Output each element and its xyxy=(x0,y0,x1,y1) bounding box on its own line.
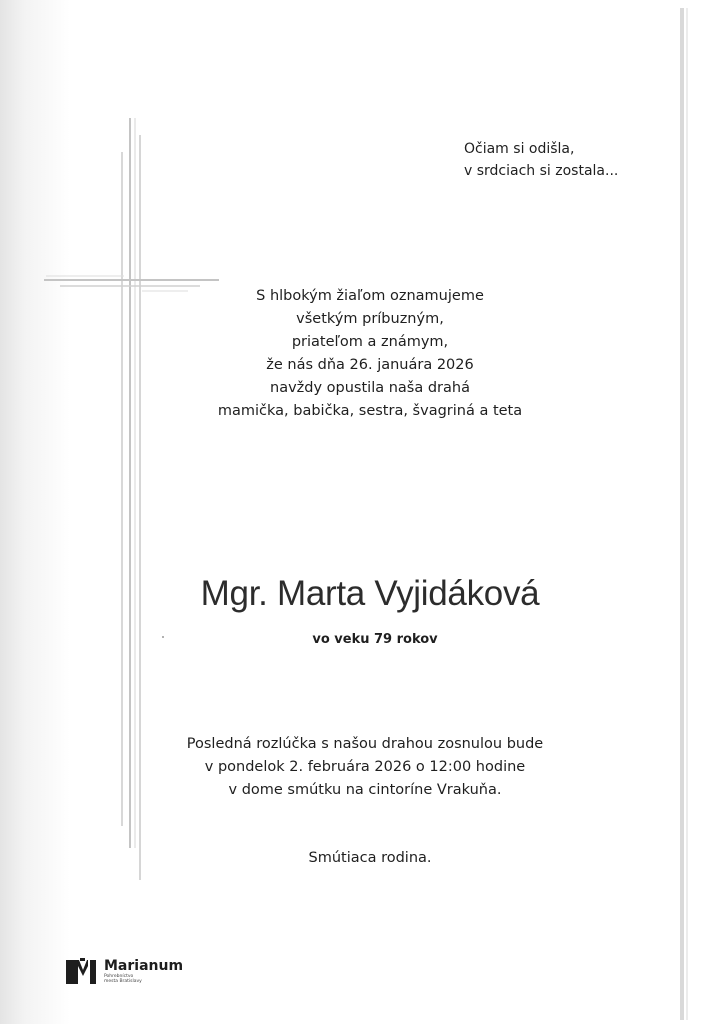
scan-speck xyxy=(162,636,164,638)
deceased-age: vo veku 79 rokov xyxy=(312,632,438,647)
announcement-line: mamička, babička, sestra, švagriná a teta xyxy=(217,403,523,419)
logo-name: Marianum xyxy=(104,957,184,974)
announcement-text xyxy=(160,285,580,423)
announcement-line: všetkým príbuzným, xyxy=(296,311,444,327)
deceased-name: Mgr. Marta Vyjidáková xyxy=(200,574,540,613)
funeral-details xyxy=(140,733,590,802)
announcement-line: priateľom a známym, xyxy=(291,334,449,350)
page-edge-inner xyxy=(686,8,688,1020)
motto-line: v srdciach si zostala... xyxy=(464,163,619,179)
funeral-line: v dome smútku na cintoríne Vrakuňa. xyxy=(228,782,502,798)
announcement-line: že nás dňa 26. januára 2026 xyxy=(266,357,474,373)
motto xyxy=(464,138,664,182)
logo-subtitle: Pohrebníctvo xyxy=(104,973,134,979)
funeral-line: Posledná rozlúčka s našou drahou zosnulou bude xyxy=(186,736,544,752)
motto-line: Očiam si odišla, xyxy=(464,141,575,157)
marianum-logo xyxy=(66,958,183,984)
funeral-line: v pondelok 2. februára 2026 o 12:00 hodine xyxy=(204,759,526,775)
announcement-line: S hlbokým žiaľom oznamujeme xyxy=(256,288,484,304)
logo-subtitle: mesta Bratislavy xyxy=(104,978,142,984)
announcement-line: navždy opustila naša drahá xyxy=(270,380,470,396)
page-edge xyxy=(680,8,684,1020)
closing-signature: Smútiaca rodina. xyxy=(308,850,432,866)
marianum-logo-icon xyxy=(66,958,100,984)
